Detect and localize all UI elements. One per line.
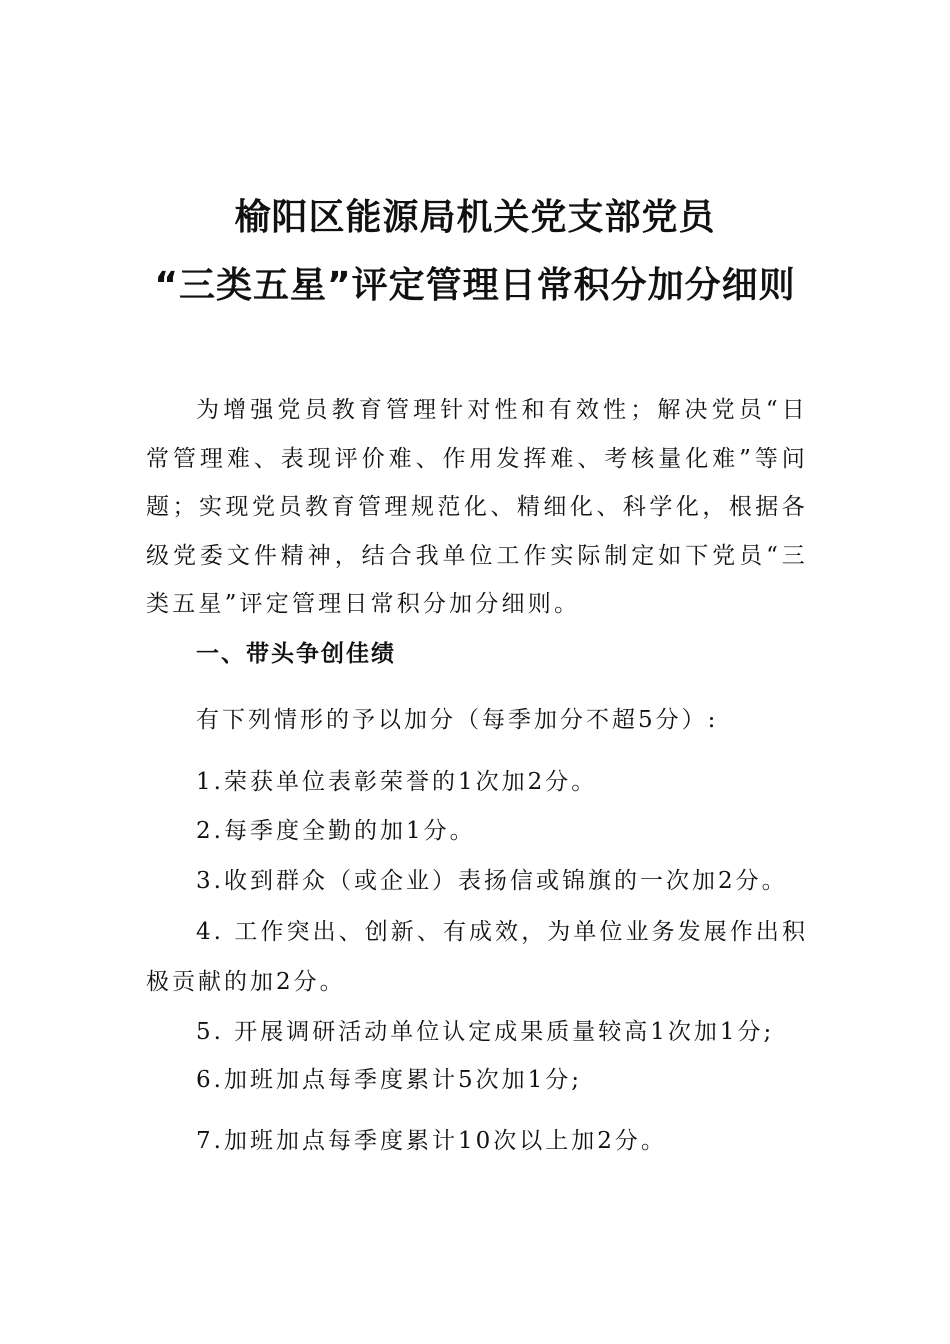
- list-item: 1.荣获单位表彰荣誉的1次加2分。: [196, 769, 598, 795]
- section-heading: 一、带头争创佳绩: [196, 641, 396, 667]
- list-item: 3.收到群众（或企业）表扬信或锦旗的一次加2分。: [196, 868, 788, 894]
- list-item: 6.加班加点每季度累计5次加1分;: [196, 1067, 582, 1093]
- list-item: 7.加班加点每季度累计10次以上加2分。: [196, 1128, 667, 1154]
- document-title-line-2: “三类五星”评定管理日常积分加分细则: [154, 265, 796, 306]
- document-title-line-1: 榆阳区能源局机关党支部党员: [234, 197, 716, 238]
- list-item: 2.每季度全勤的加1分。: [196, 818, 476, 844]
- list-item: 5. 开展调研活动单位认定成果质量较高1次加1分;: [196, 1019, 775, 1045]
- list-item: 4. 工作突出、创新、有成效，为单位业务发展作出积极贡献的加2分。: [146, 919, 808, 995]
- section-lead-text: 有下列情形的予以加分（每季加分不超5分）:: [196, 707, 719, 733]
- intro-paragraph: 为增强党员教育管理针对性和有效性；解决党员“日常管理难、表现评价难、作用发挥难、考核量化难”等问题；实现党员教育管理规范化、精细化、科学化，根据各级党委文件精神，结合我单位工作实际制定如下党员“三类五星”评定管理日常积分加分细则。: [146, 397, 808, 617]
